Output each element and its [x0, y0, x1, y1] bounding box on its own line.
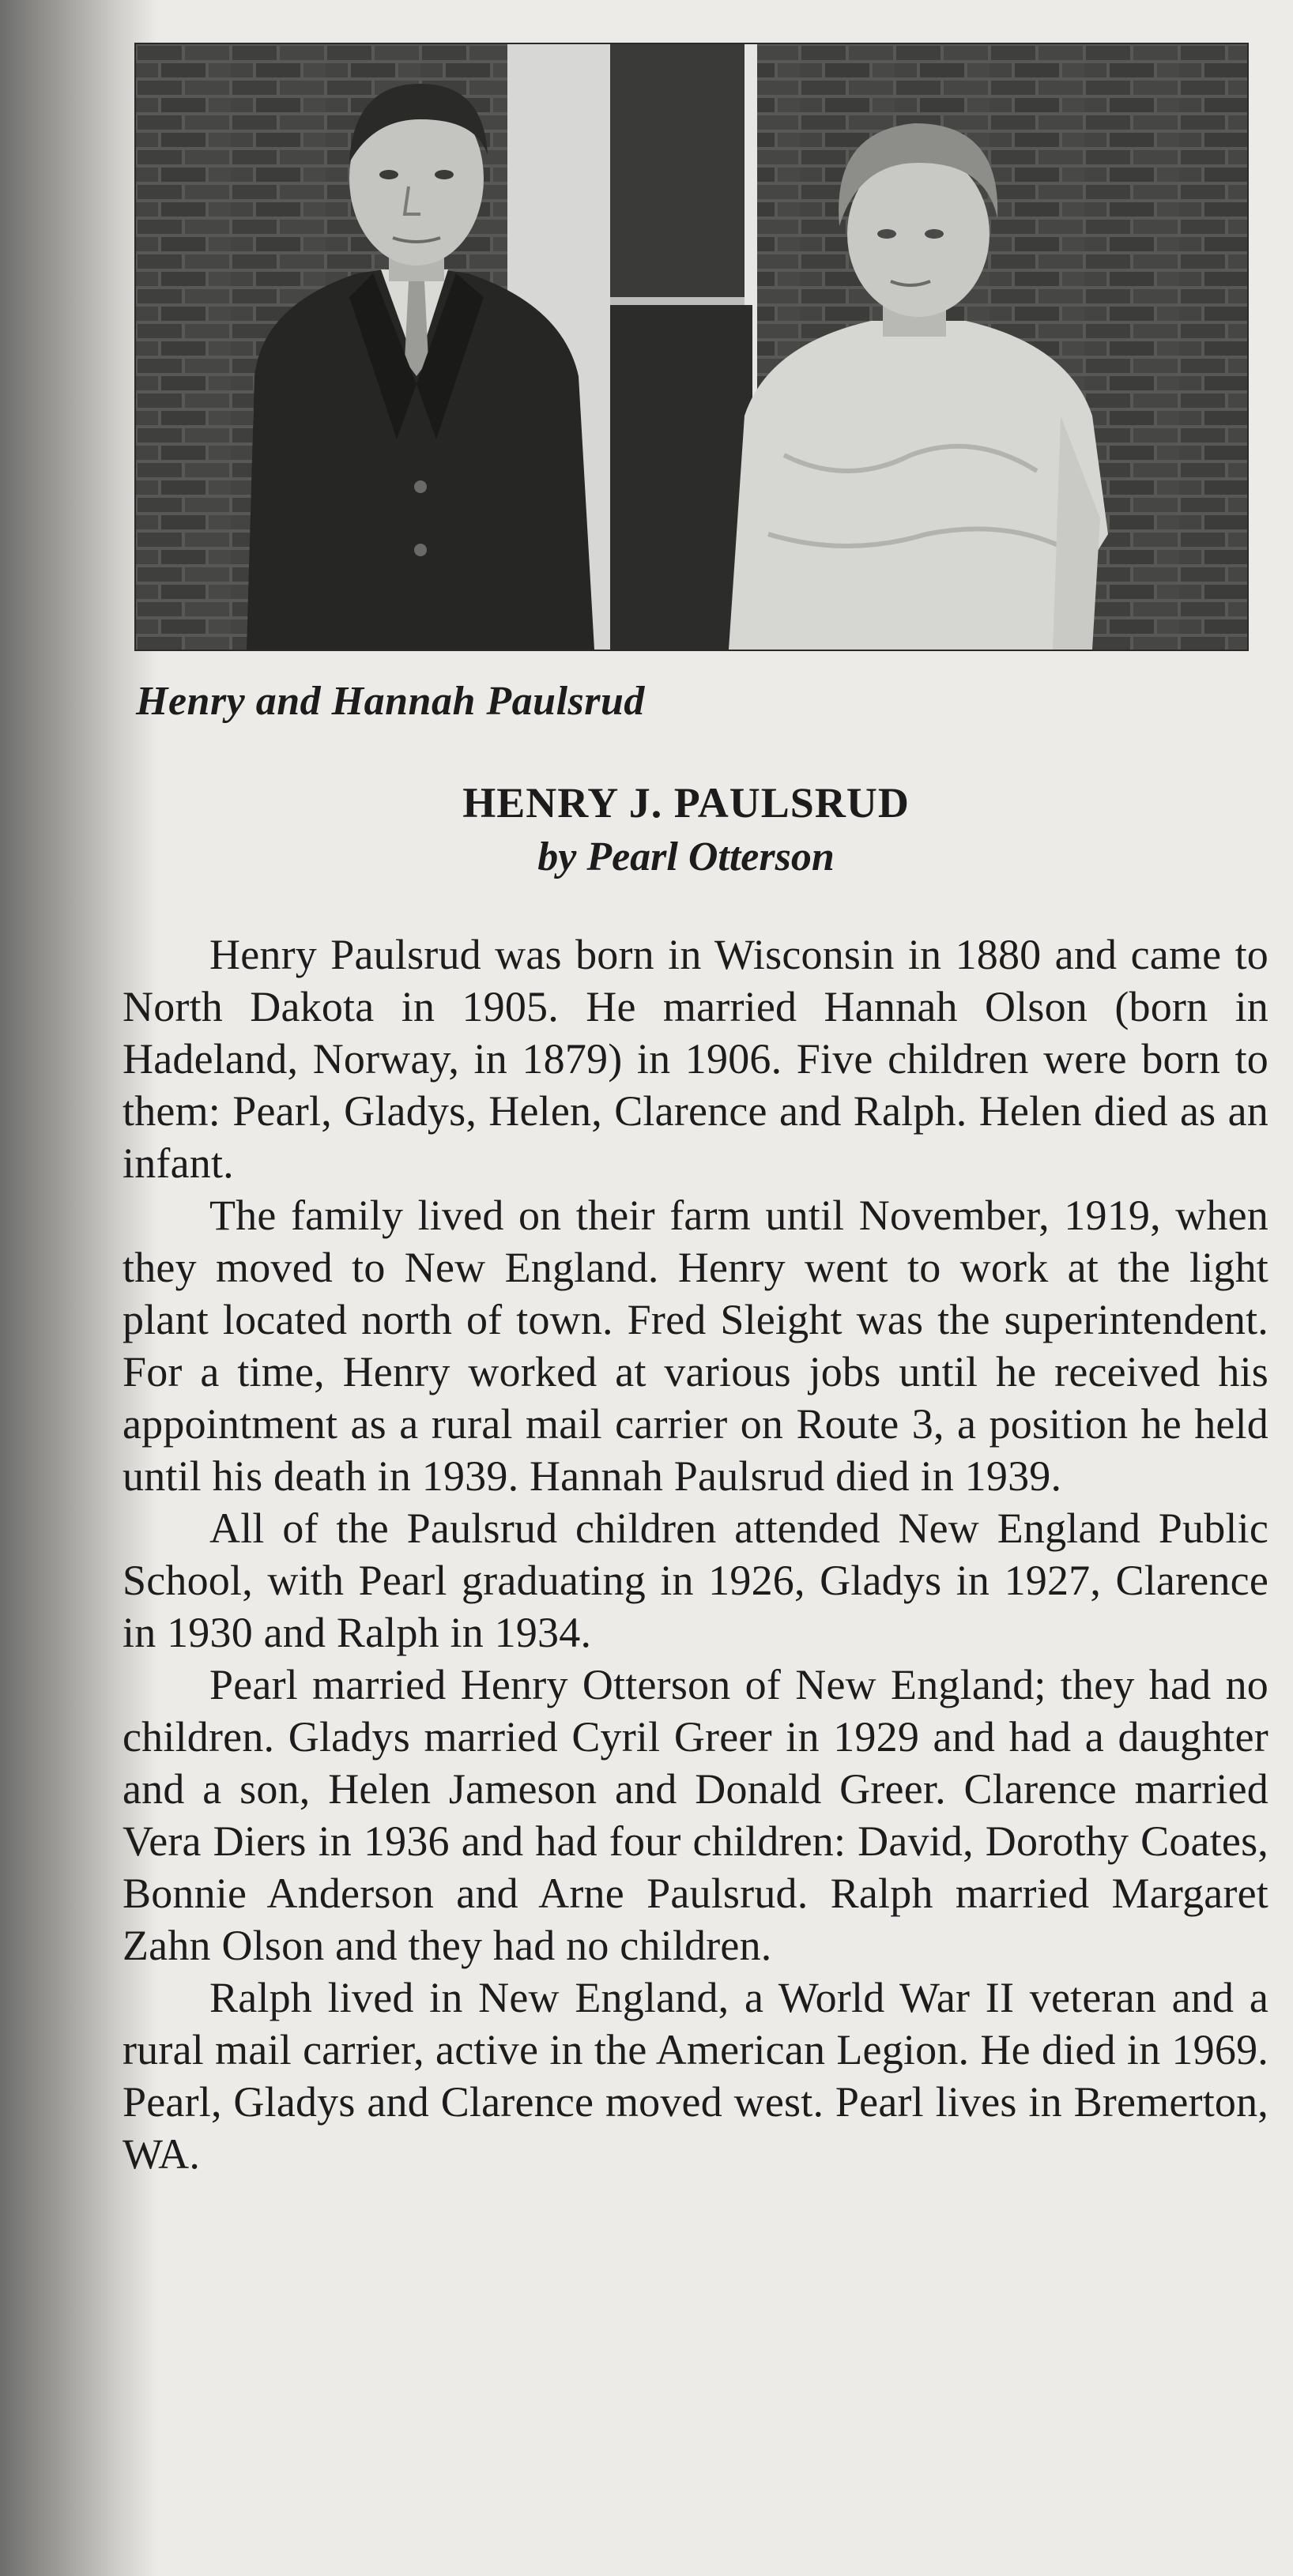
paragraph: Pearl married Henry Otterson of New England; they had no children. Gladys married Cyril Greer in 1929 and had a daughter and a son, Helen Jameson and Donald Greer. Clarence married Vera Diers in 1936 and had four children: David, Dorothy Coates, Bonnie Anderson and Arne Paulsrud. Ralph married Margaret Zahn Olson and they had no children.: [123, 1661, 1268, 1969]
article-body: [123, 928, 1268, 2180]
article-byline: by Pearl Otterson: [537, 834, 835, 879]
paragraph: The family lived on their farm until November, 1919, when they moved to New England. Henry went to work at the light plant located north of town. Fred Sleight was the superintendent. For a time, Henry worked at various jobs until he received his appointment as a rural mail carrier on Route 3, a position he held until his death in 1939. Hannah Paulsrud died in 1939.: [123, 1192, 1268, 1500]
portrait-photo: [134, 43, 1249, 651]
paragraph: Henry Paulsrud was born in Wisconsin in 1880 and came to North Dakota in 1905. He married Hannah Olson (born in Hadeland, Norway, in 1879) in 1906. Five children were born to them: Pearl, Gladys, Helen, Clarence and Ralph. Helen died as an infant.: [123, 931, 1268, 1187]
paragraph: All of the Paulsrud children attended New England Public School, with Pearl graduating in 1926, Gladys in 1927, Clarence in 1930 and Ralph in 1934.: [123, 1505, 1268, 1656]
paragraph: Ralph lived in New England, a World War II veteran and a rural mail carrier, active in the American Legion. He died in 1969. Pearl, Gladys and Clarence moved west. Pearl lives in Bremerton, WA.: [123, 1974, 1268, 2178]
article-title: HENRY J. PAULSRUD: [462, 779, 910, 827]
book-page: [79, 0, 1293, 2576]
photo-illustration: [136, 44, 1247, 650]
photo-caption: Henry and Hannah Paulsrud: [136, 679, 645, 724]
